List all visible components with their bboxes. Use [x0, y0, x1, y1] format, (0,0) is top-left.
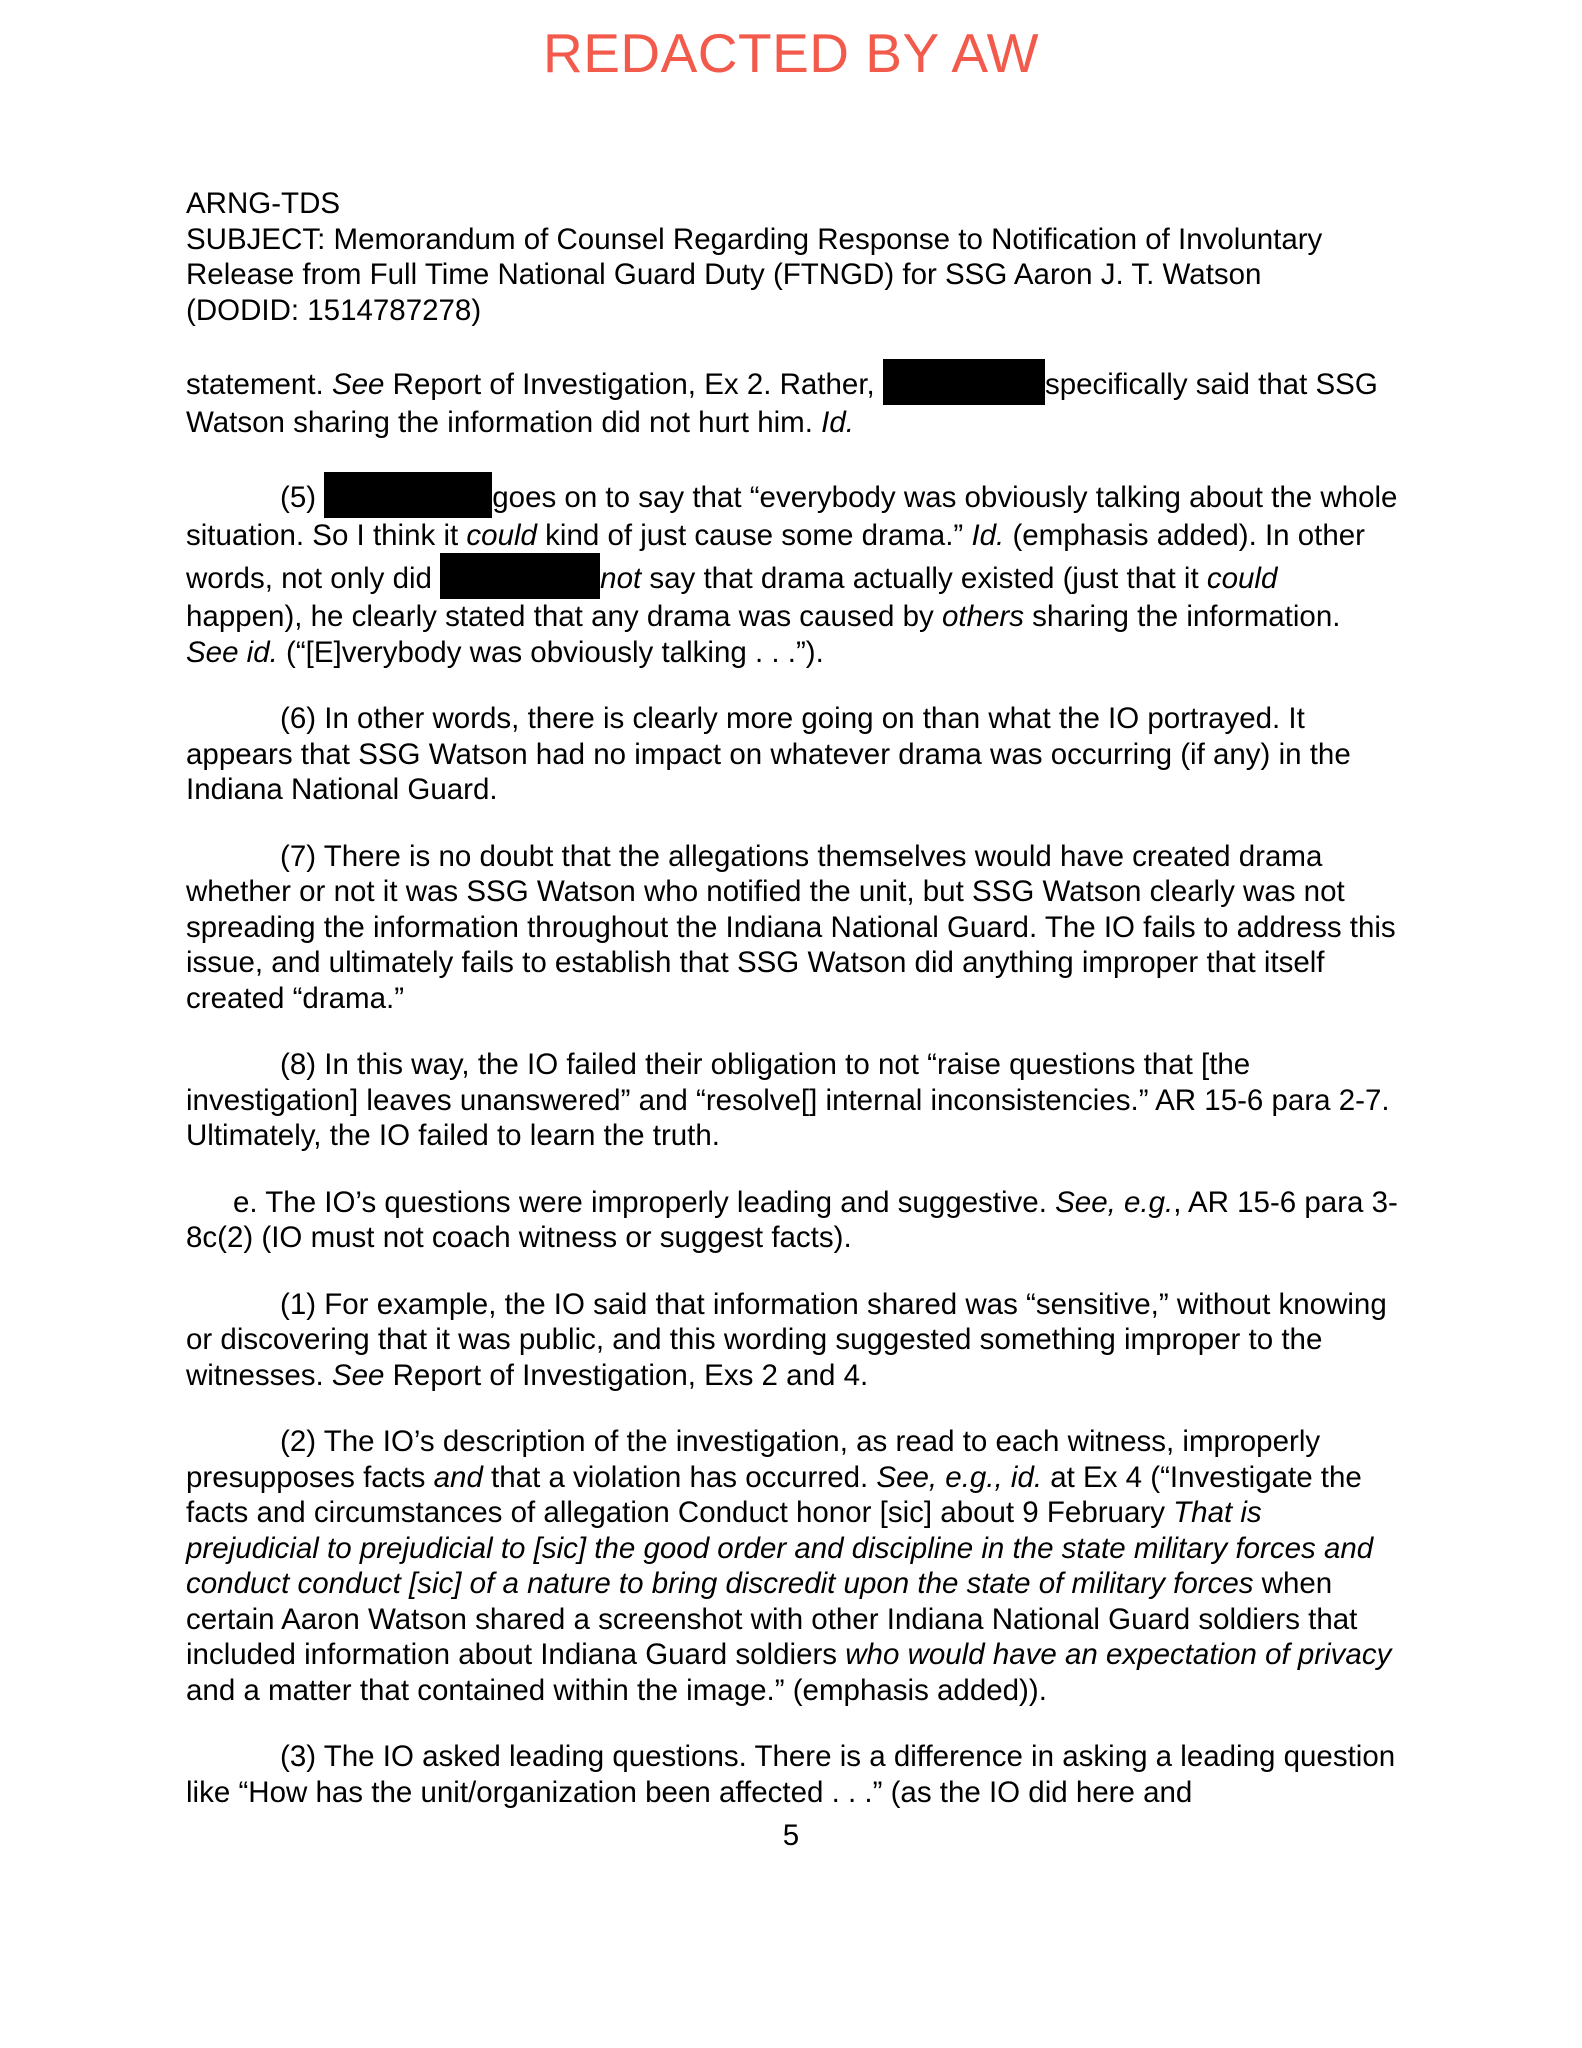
citation-signal: See	[331, 1358, 385, 1392]
paragraph-5	[186, 472, 1401, 671]
emphasis: others	[941, 600, 1024, 633]
text-run: kind of just cause some drama.”	[536, 518, 972, 552]
text-run: statement.	[186, 368, 332, 401]
emphasis: could	[466, 518, 537, 552]
text-run: goes on to say that “everybody was obviously talking about the whole situation. So I think it	[186, 480, 1398, 552]
text-run: at Ex 4 (“Investigate the facts and circumstances of allegation Conduct honor [sic] about 9 February	[186, 1460, 1362, 1529]
office-symbol: ARNG-TDS	[186, 187, 341, 220]
text-run: (7) There is no doubt that the allegations themselves would have created drama whether or not it was SSG Watson who notified the unit, but SSG Watson clearly was not spreading the information throughout the Indiana National Guard. The IO fails to address this issue, and ultimately fails to establish that SSG Watson did anything improper that itself created “drama.”	[186, 839, 1396, 1015]
paragraph-6	[186, 701, 1401, 808]
citation-signal: See	[331, 368, 385, 401]
emphasis: and	[433, 1460, 483, 1494]
text-run: (5)	[280, 480, 325, 514]
citation-signal: Id.	[821, 406, 854, 439]
text-run: (2) The IO’s description of the investigation, as read to each witness, improperly presupposes facts	[186, 1425, 1321, 1494]
indent-space	[186, 1048, 280, 1081]
text-run: that a violation has occurred.	[482, 1460, 877, 1494]
text-run: , AR 15-6 para 3-8c(2) (IO must not coach witness or suggest facts).	[186, 1185, 1398, 1254]
indent-space	[186, 1186, 233, 1219]
text-run: (6) In other words, there is clearly more going on than what the IO portrayed. It appears that SSG Watson had no impact on whatever drama was occurring (if any) in the Indiana National Guard.	[186, 702, 1351, 806]
redaction-box	[440, 553, 600, 599]
citation-signal: See id.	[186, 635, 278, 669]
indent-space	[186, 1740, 280, 1773]
text-run: (8) In this way, the IO failed their obligation to not “raise questions that [the investigation] leaves unanswered” and “resolve[] internal inconsistencies.” AR 15-6 para 2-7. Ultimately, the IO failed to learn the truth.	[186, 1048, 1390, 1152]
text-run: (3) The IO asked leading questions. There is a difference in asking a leading question like “How has the unit/organization been affected . . .” (as the IO did here and	[186, 1740, 1396, 1809]
indent-space	[186, 702, 280, 735]
text-run: Report of Investigation, Exs 2 and 4.	[384, 1358, 869, 1392]
text-run: specifically said that SSG Watson sharing the information did not hurt him.	[186, 368, 1378, 439]
text-run: happen), he clearly stated that any drama was caused by	[186, 600, 942, 633]
paragraph-e1	[186, 1287, 1401, 1394]
emphasis: who would have an expectation of privacy	[845, 1638, 1392, 1671]
text-run: (“[E]verybody was obviously talking . . .”).	[277, 635, 824, 669]
paragraph-e	[186, 1185, 1401, 1256]
page-number: 5	[782, 1819, 800, 1852]
emphasis: could	[1206, 562, 1278, 595]
text-run: when certain Aaron Watson shared a screenshot with other Indiana National Guard soldiers that included information about Indiana Guard soldiers	[186, 1567, 1358, 1671]
text-run: and a matter that contained within the image.” (emphasis added)).	[186, 1673, 1047, 1707]
redaction-box	[883, 359, 1045, 405]
document-body	[186, 186, 1401, 1841]
indent-space	[186, 481, 280, 514]
memo-header	[186, 186, 1401, 328]
text-run: (emphasis added). In other words, not only did	[186, 518, 1366, 595]
subject-line-1: SUBJECT: Memorandum of Counsel Regarding Response to Notification of Involuntary	[186, 222, 1323, 256]
text-run: Report of Investigation, Ex 2. Rather,	[384, 368, 883, 401]
text-run: say that drama actually existed (just that it	[641, 562, 1207, 595]
citation-signal: See, e.g., id.	[876, 1460, 1043, 1494]
paragraph-7	[186, 839, 1401, 1017]
indent-space	[186, 840, 280, 873]
paragraph-e2	[186, 1424, 1401, 1708]
indent-space	[186, 1288, 280, 1321]
citation-signal: See, e.g.	[1055, 1185, 1174, 1219]
text-run: (1) For example, the IO said that information shared was “sensitive,” without knowing or discovering that it was public, and this wording suggested something improper to the witnesses.	[186, 1287, 1387, 1392]
emphasis: not	[600, 562, 642, 595]
paragraph-8	[186, 1047, 1401, 1154]
redaction-box	[324, 472, 492, 518]
emphasis: That is prejudicial to prejudicial to [sic] the good order and discipline in the state military forces and conduct conduct [sic] of a nature to bring discredit upon the state of military forces	[186, 1496, 1374, 1600]
indent-space	[186, 1425, 280, 1458]
paragraph-e3	[186, 1739, 1401, 1810]
text-run: e. The IO’s questions were improperly leading and suggestive.	[233, 1185, 1056, 1219]
citation-signal: Id.	[971, 518, 1005, 552]
paragraph-continuation	[186, 359, 1401, 441]
subject-line-2: Release from Full Time National Guard Duty (FTNGD) for SSG Aaron J. T. Watson	[186, 258, 1262, 291]
subject-line-3: (DODID: 1514787278)	[186, 293, 482, 327]
text-run: sharing the information.	[1023, 600, 1341, 633]
redacted-banner: REDACTED BY AW	[543, 22, 1039, 84]
